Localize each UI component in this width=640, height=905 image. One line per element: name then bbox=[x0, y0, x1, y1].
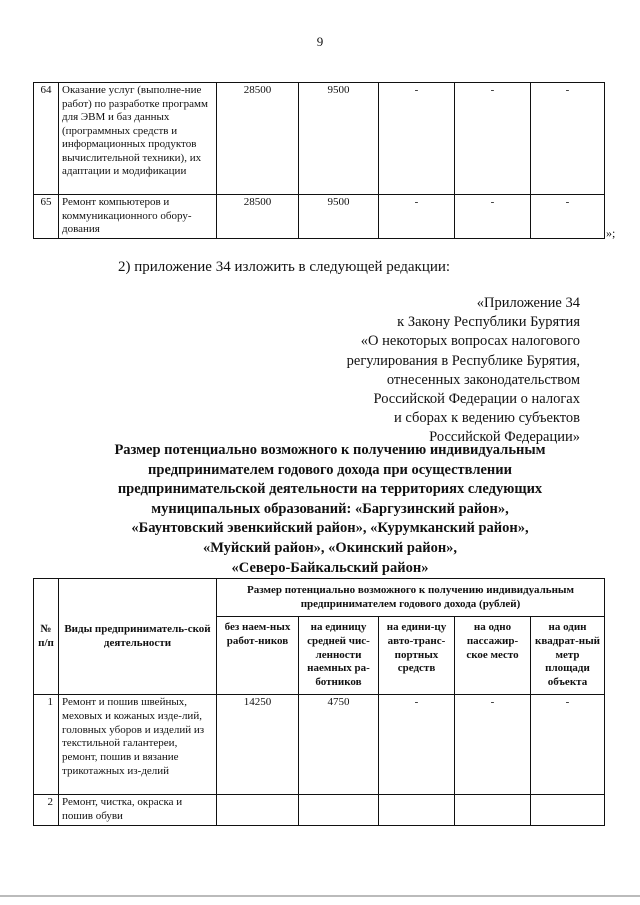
value-cell: - bbox=[531, 83, 605, 195]
row-number: 2 bbox=[34, 795, 59, 826]
header-group: Размер потенциально возможного к получению индивидуальным предпринимателем годового дохода (рублей) bbox=[217, 579, 605, 617]
value-cell bbox=[379, 795, 455, 826]
value-cell: - bbox=[531, 695, 605, 795]
annex-line: отнесенных законодательством bbox=[386, 371, 580, 388]
activity-cell: Оказание услуг (выполне-ние работ) по разработке программ для ЭВМ и баз данных (программных средств и информационных продуктов вычислительной техники), их адаптации и модификации bbox=[59, 83, 217, 195]
row-number: 65 bbox=[34, 195, 59, 239]
value-cell: 28500 bbox=[217, 195, 299, 239]
subheader: на одно пассажир-ское место bbox=[455, 617, 531, 695]
activity-cell: Ремонт и пошив швейных, меховых и кожаных изде-лий, головных уборов и изделий из текстильной галантереи, ремонт, пошив и вязание трикотажных из-делий bbox=[59, 695, 217, 795]
subheader: на единицу средней чис-ленности наемных ра-ботников bbox=[299, 617, 379, 695]
subheader: на один квадрат-ный метр площади объекта bbox=[531, 617, 605, 695]
annex-line: «О некоторых вопросах налогового bbox=[360, 333, 580, 350]
value-cell: - bbox=[379, 695, 455, 795]
heading-line: предпринимателем годового дохода при осуществлении bbox=[148, 461, 512, 478]
row-number: 1 bbox=[34, 695, 59, 795]
heading-line: «Северо-Байкальский район» bbox=[231, 559, 429, 576]
annex-line: регулирования в Республике Бурятия, bbox=[346, 352, 580, 369]
closing-quote: »; bbox=[606, 226, 616, 240]
value-cell: - bbox=[455, 83, 531, 195]
row-number: 64 bbox=[34, 83, 59, 195]
annex-line: Российской Федерации» bbox=[429, 429, 580, 446]
page-number: 9 bbox=[316, 34, 324, 49]
heading-line: муниципальных образований: «Баргузинский район», bbox=[151, 500, 509, 517]
continuation-table bbox=[33, 82, 605, 239]
heading-line: предпринимательской деятельности на территориях следующих bbox=[117, 481, 543, 498]
value-cell bbox=[455, 795, 531, 826]
annex-line: «Приложение 34 bbox=[476, 295, 580, 311]
value-cell: - bbox=[379, 83, 455, 195]
value-cell: - bbox=[455, 195, 531, 239]
annex-header bbox=[280, 294, 580, 448]
value-cell bbox=[299, 795, 379, 826]
annex-line: к Закону Республики Бурятия bbox=[397, 314, 580, 331]
activity-cell: Ремонт, чистка, окраска и пошив обуви bbox=[59, 795, 217, 826]
header-num: № п/п bbox=[34, 579, 59, 695]
value-cell: - bbox=[379, 195, 455, 239]
value-cell: - bbox=[455, 695, 531, 795]
value-cell: 9500 bbox=[299, 195, 379, 239]
value-cell: 14250 bbox=[217, 695, 299, 795]
income-table bbox=[33, 578, 605, 826]
value-cell: - bbox=[531, 195, 605, 239]
value-cell bbox=[531, 795, 605, 826]
subheader: без наем-ных работ-ников bbox=[217, 617, 299, 695]
table-row bbox=[34, 195, 605, 239]
table-row bbox=[34, 695, 605, 795]
document-heading bbox=[60, 441, 600, 578]
value-cell: 4750 bbox=[299, 695, 379, 795]
header-activity: Виды предприниматель-ской деятельности bbox=[59, 579, 217, 695]
annex-line: и сборах к ведению субъектов bbox=[393, 410, 580, 427]
heading-line: «Баунтовский эвенкийский район», «Курумканский район», bbox=[131, 520, 529, 537]
subheader: на едини-цу авто-транс-портных средств bbox=[379, 617, 455, 695]
page-bottom-edge bbox=[0, 895, 640, 897]
heading-line: «Муйский район», «Окинский район», bbox=[202, 539, 458, 556]
table-row bbox=[34, 795, 605, 826]
item-2-text: 2) приложение 34 изложить в следующей редакции: bbox=[118, 259, 451, 275]
activity-cell: Ремонт компьютеров и коммуникационного обору-дования bbox=[59, 195, 217, 239]
value-cell: 9500 bbox=[299, 83, 379, 195]
annex-line: Российской Федерации о налогах bbox=[373, 391, 580, 408]
value-cell bbox=[217, 795, 299, 826]
table-row bbox=[34, 83, 605, 195]
heading-line: Размер потенциально возможного к получению индивидуальным bbox=[114, 442, 546, 458]
value-cell: 28500 bbox=[217, 83, 299, 195]
